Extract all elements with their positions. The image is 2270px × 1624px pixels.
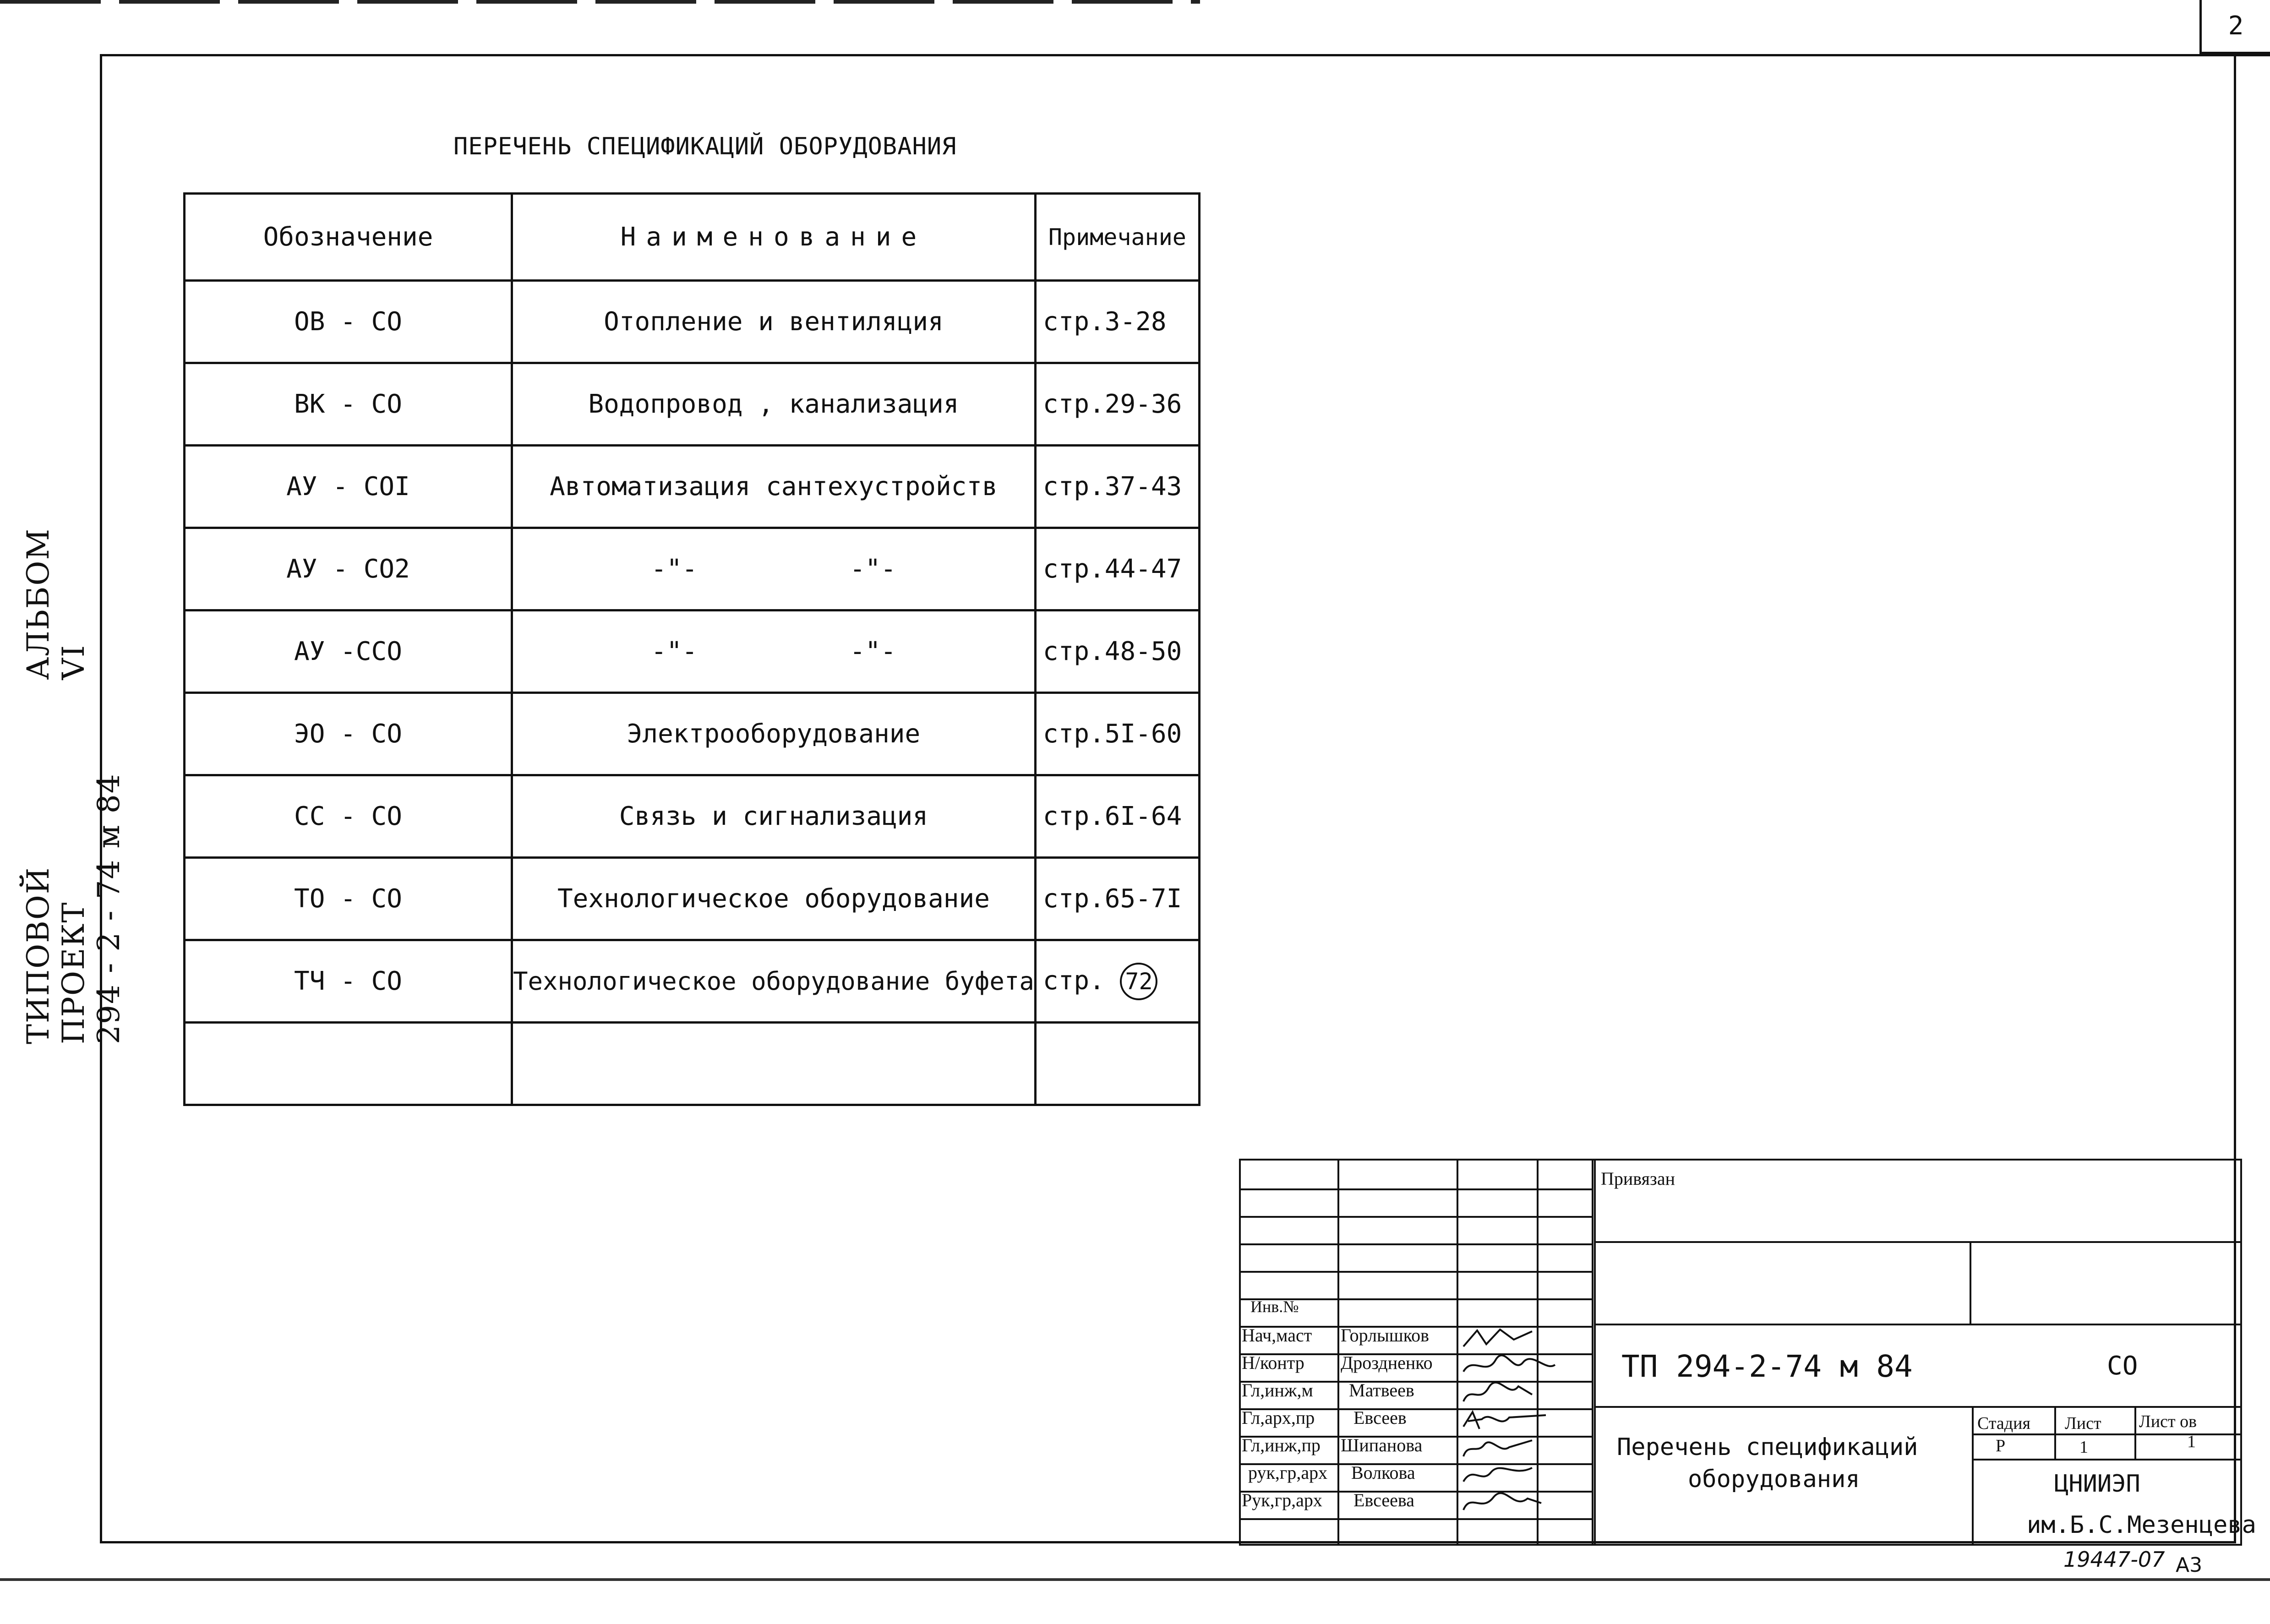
cell-name: Технологическое оборудование (512, 858, 1036, 940)
stamp-grid (1239, 1188, 1592, 1190)
ditto-mark: -"- (651, 554, 698, 584)
header-note: Примечание (1035, 194, 1199, 281)
person-name: Волкова (1351, 1462, 1415, 1483)
signature-icon (1459, 1463, 1537, 1491)
cell-note: стр.48-50 (1035, 610, 1199, 693)
org-name: ЦНИИЭП (2054, 1470, 2140, 1498)
stamp-grid (2134, 1406, 2136, 1459)
signature-icon (1459, 1353, 1560, 1381)
cell-note: стр.37-43 (1035, 446, 1199, 528)
cell-note: стр.29-36 (1035, 363, 1199, 446)
role-label: Рук,гр,арх (1242, 1490, 1322, 1510)
cell-name (512, 610, 1036, 693)
org-name-line2: им.Б.С.Мезенцева (2027, 1511, 2256, 1539)
person-name: Горлышков (1341, 1325, 1430, 1346)
signature-icon (1459, 1381, 1537, 1408)
cell-note: стр.6I-64 (1035, 775, 1199, 858)
cell-designation: АУ - СОI (185, 446, 512, 528)
stamp-grid (1594, 1406, 2242, 1408)
stamp-grid (1972, 1406, 1974, 1546)
stamp-grid (1592, 1159, 1593, 1546)
stage-value: Р (1996, 1436, 2006, 1455)
stamp-grid (1972, 1459, 2242, 1461)
table-row (185, 940, 1200, 1023)
page-title: ПЕРЕЧЕНЬ СПЕЦИФИКАЦИЙ ОБОРУДОВАНИЯ (453, 133, 957, 160)
sheets-label: Лист ов (2139, 1412, 2197, 1431)
signature-icon (1459, 1489, 1546, 1517)
stamp-border (2240, 1159, 2242, 1546)
cell-note: стр.3-28 (1035, 281, 1199, 363)
table-row (185, 858, 1200, 940)
signature-icon (1459, 1326, 1537, 1351)
role-label: Н/контр (1242, 1352, 1304, 1373)
cell-designation: АУ -ССО (185, 610, 512, 693)
stamp-grid (1239, 1243, 1592, 1245)
ditto-mark: -"- (850, 554, 896, 584)
side-title-album: АЛЬБОМ VI (20, 528, 91, 680)
page-prefix: стр. (1042, 965, 1105, 996)
cell-note: стр.5I-60 (1035, 693, 1199, 775)
stamp-grid (1239, 1271, 1592, 1273)
role-label: Гл,арх,пр (1242, 1407, 1315, 1428)
person-name: Евсеева (1353, 1490, 1414, 1510)
cell-designation: ТО - СО (185, 858, 512, 940)
cell-name: Электрооборудование (512, 693, 1036, 775)
stamp-grid (1594, 1241, 2242, 1243)
side-title (21, 495, 126, 1044)
cell-designation: ВК - СО (185, 363, 512, 446)
scan-edge-bottom (0, 1578, 2270, 1581)
ditto-mark: -"- (651, 637, 698, 666)
paper-format: А3 (2176, 1553, 2203, 1577)
project-code: ТП 294-2-74 м 84 (1621, 1349, 1913, 1384)
role-label: Нач,маст (1242, 1325, 1312, 1346)
sheets-value: 1 (2187, 1432, 2196, 1451)
doc-title-line2: оборудования (1688, 1466, 1860, 1493)
role-label: Гл,инж,пр (1242, 1435, 1321, 1455)
stamp-grid (2054, 1406, 2056, 1459)
stamp-grid (1594, 1159, 1596, 1546)
table-header-row (185, 194, 1200, 281)
table-row (185, 363, 1200, 446)
table-row (185, 446, 1200, 528)
cell-note: стр.65-7I (1035, 858, 1199, 940)
cell-name: Технологическое оборудование буфета (512, 940, 1036, 1023)
cell-name: Автоматизация сантехустройств (512, 446, 1036, 528)
ditto-mark: -"- (850, 637, 896, 666)
role-label: рук,гр,арх (1248, 1462, 1328, 1483)
cell-designation: СС - СО (185, 775, 512, 858)
stamp-border (1239, 1159, 2242, 1161)
cell-designation: ОВ - СО (185, 281, 512, 363)
person-name: Шипанова (1341, 1435, 1423, 1455)
table-row (185, 775, 1200, 858)
doc-title-line1: Перечень спецификаций (1617, 1433, 1918, 1461)
document-mark: СО (2107, 1351, 2138, 1381)
signature-icon (1459, 1436, 1537, 1463)
archive-number: 19447-07 (2063, 1547, 2165, 1572)
stamp-grid (1972, 1433, 2242, 1435)
stage-label: Стадия (1977, 1414, 2030, 1433)
inv-no-label: Инв.№ (1250, 1297, 1299, 1316)
cell-note (1035, 940, 1199, 1023)
side-title-code: 294 - 2 - 74 м 84 (91, 773, 126, 1044)
cell-empty (1035, 1023, 1199, 1105)
scan-edge-top (0, 0, 1200, 4)
stamp-grid (1239, 1518, 1592, 1520)
cell-name (512, 528, 1036, 610)
stamp-grid (1970, 1241, 1971, 1324)
side-title-project: ТИПОВОЙ ПРОЕКТ (20, 866, 91, 1044)
sheet-number-box (2199, 0, 2270, 54)
stamp-border (1239, 1544, 2242, 1546)
sheet-number: 2 (2228, 11, 2244, 41)
privyazan-label: Привязан (1601, 1168, 1675, 1189)
signature-icon (1459, 1408, 1550, 1436)
cell-designation: ТЧ - СО (185, 940, 512, 1023)
title-block (1239, 1159, 2256, 1546)
spec-table (183, 192, 1200, 1106)
role-label: Гл,инж,м (1242, 1380, 1313, 1401)
person-name: Дроздненко (1341, 1352, 1433, 1373)
cell-name: Связь и сигнализация (512, 775, 1036, 858)
person-name: Евсеев (1353, 1407, 1407, 1428)
table-row (185, 528, 1200, 610)
cell-empty (512, 1023, 1036, 1105)
person-name: Матвеев (1349, 1380, 1414, 1401)
cell-empty (185, 1023, 512, 1105)
table-row (185, 610, 1200, 693)
header-designation: Обозначение (185, 194, 512, 281)
cell-name: Отопление и вентиляция (512, 281, 1036, 363)
circled-page-number: 72 (1120, 963, 1157, 1000)
header-name: Наименование (512, 194, 1036, 281)
cell-designation: ЭО - СО (185, 693, 512, 775)
sheet-value: 1 (2079, 1438, 2088, 1457)
cell-designation: АУ - СО2 (185, 528, 512, 610)
table-row (185, 693, 1200, 775)
table-row-empty (185, 1023, 1200, 1105)
cell-name: Водопровод , канализация (512, 363, 1036, 446)
sheet-label: Лист (2065, 1414, 2101, 1433)
stamp-grid (1239, 1216, 1592, 1218)
cell-note: стр.44-47 (1035, 528, 1199, 610)
stamp-grid (1594, 1324, 2242, 1325)
table-row (185, 281, 1200, 363)
